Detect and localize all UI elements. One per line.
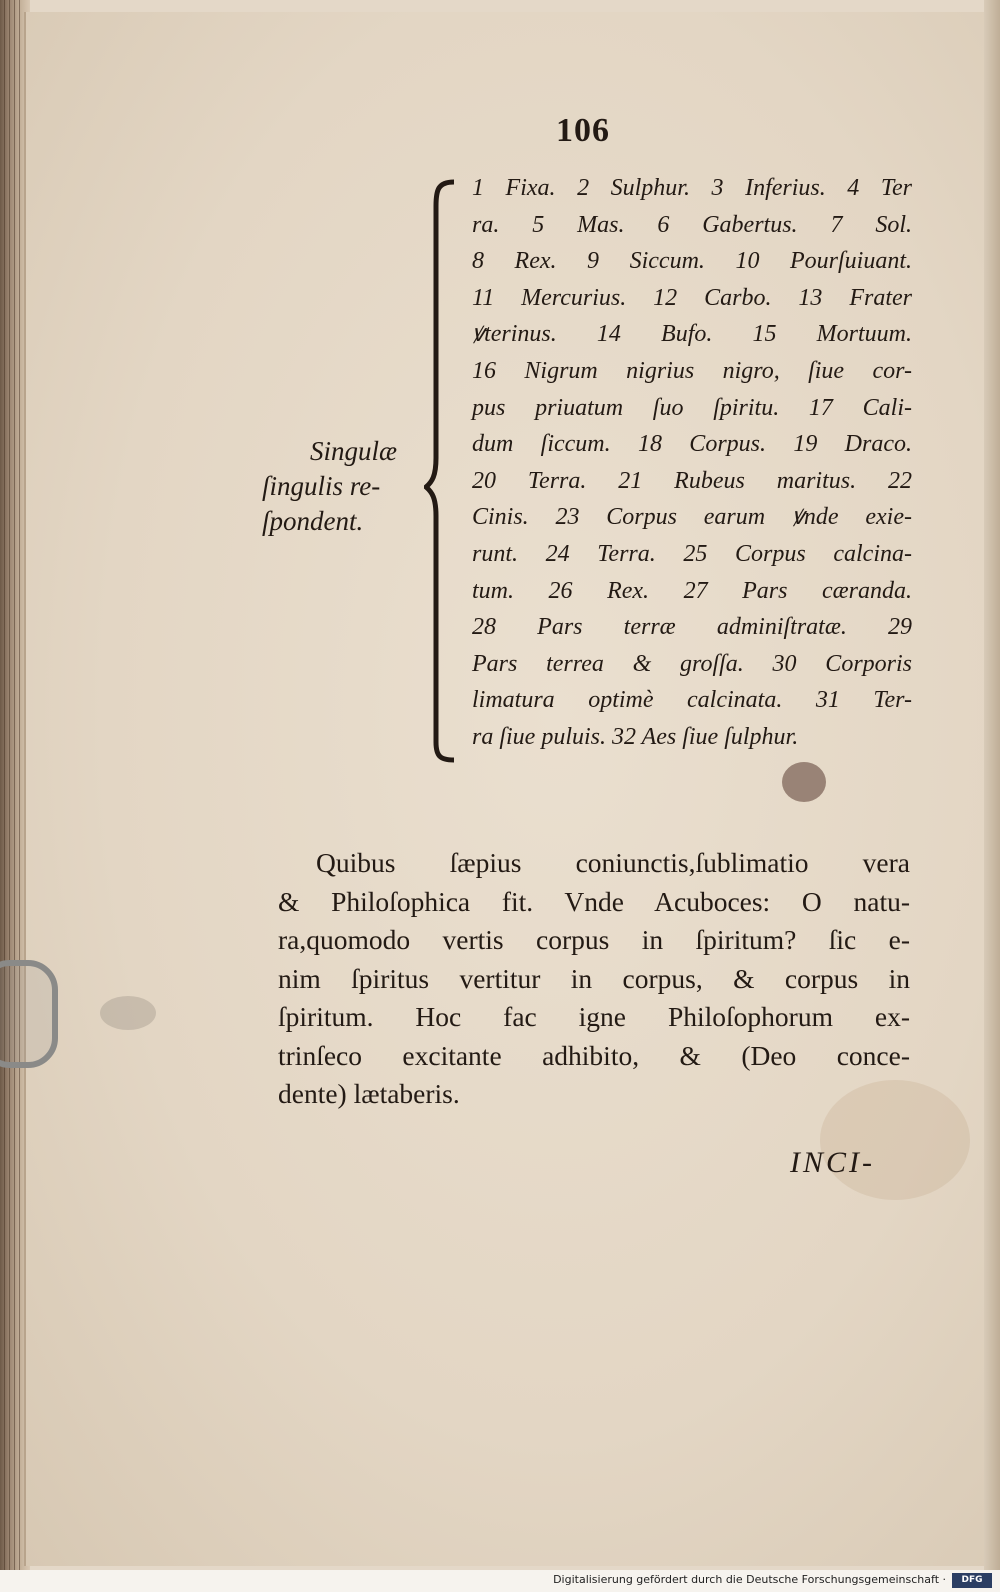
- body-paragraph: [278, 844, 910, 1114]
- page-right-edge: [984, 0, 1000, 1570]
- marginal-note: [262, 434, 432, 539]
- list-line: tum. 26 Rex. 27 Pars cæranda.: [472, 577, 912, 604]
- list-line: limatura optimè calcinata. 31 Ter-: [472, 687, 912, 714]
- paragraph-line: nim ſpiritus vertitur in corpus, & corpus in: [278, 962, 910, 994]
- page-number: 106: [556, 112, 610, 149]
- list-line: pus priuatum ſuo ſpiritu. 17 Cali-: [472, 394, 912, 421]
- list-line: runt. 24 Terra. 25 Corpus calcina-: [472, 540, 912, 567]
- marginal-note-line: ſpondent.: [262, 506, 364, 536]
- marginal-note-line: ſingulis re-: [262, 471, 381, 501]
- paragraph-line: Quibus ſæpius coniunctis,ſublimatio vera: [316, 847, 910, 878]
- curly-brace-icon: [424, 176, 464, 766]
- list-line: ra ſiue puluis. 32 Aes ſiue ſulphur.: [472, 723, 799, 750]
- paragraph-line: & Philoſophica fit. Vnde Acuboces: O natu-: [278, 885, 910, 917]
- paragraph-line: dente) lætaberis.: [278, 1078, 460, 1109]
- dfg-logo: DFG: [952, 1573, 992, 1588]
- list-line: ra. 5 Mas. 6 Gabertus. 7 Sol.: [472, 211, 912, 238]
- digitization-footer: [0, 1570, 1000, 1592]
- paragraph-line: trinſeco excitante adhibito, & (Deo conce-: [278, 1039, 910, 1071]
- list-line: 16 Nigrum nigrius nigro, ſiue cor-: [472, 357, 912, 384]
- correspondence-list: [472, 170, 912, 756]
- catchword: INCI-: [790, 1146, 875, 1179]
- list-line: Cinis. 23 Corpus earum ꝟnde exie-: [472, 504, 912, 531]
- paragraph-line: ſpiritum. Hoc fac igne Philoſophorum ex-: [278, 1001, 910, 1032]
- funding-credit: Digitalisierung gefördert durch die Deutsche Forschungsgemeinschaft ·: [553, 1573, 946, 1586]
- marginal-note-line: Singulæ: [310, 436, 398, 466]
- list-line: ꝟterinus. 14 Bufo. 15 Mortuum.: [472, 321, 912, 348]
- book-clasp: [0, 960, 58, 1068]
- paper-stain: [100, 996, 156, 1030]
- list-line: 20 Terra. 21 Rubeus maritus. 22: [472, 467, 912, 494]
- list-line: Pars terrea & groſſa. 30 Corporis: [472, 650, 912, 677]
- list-line: 8 Rex. 9 Siccum. 10 Pourſuiuant.: [472, 248, 912, 275]
- list-line: 28 Pars terræ adminiſtratæ. 29: [472, 614, 912, 641]
- ink-stain: [782, 762, 826, 802]
- list-line: dum ſiccum. 18 Corpus. 19 Draco.: [472, 431, 912, 458]
- paragraph-line: ra,quomodo vertis corpus in ſpiritum? ſic e-: [278, 924, 910, 955]
- list-line: 1 Fixa. 2 Sulphur. 3 Inferius. 4 Ter: [472, 175, 912, 201]
- list-line: 11 Mercurius. 12 Carbo. 13 Frater: [472, 284, 912, 311]
